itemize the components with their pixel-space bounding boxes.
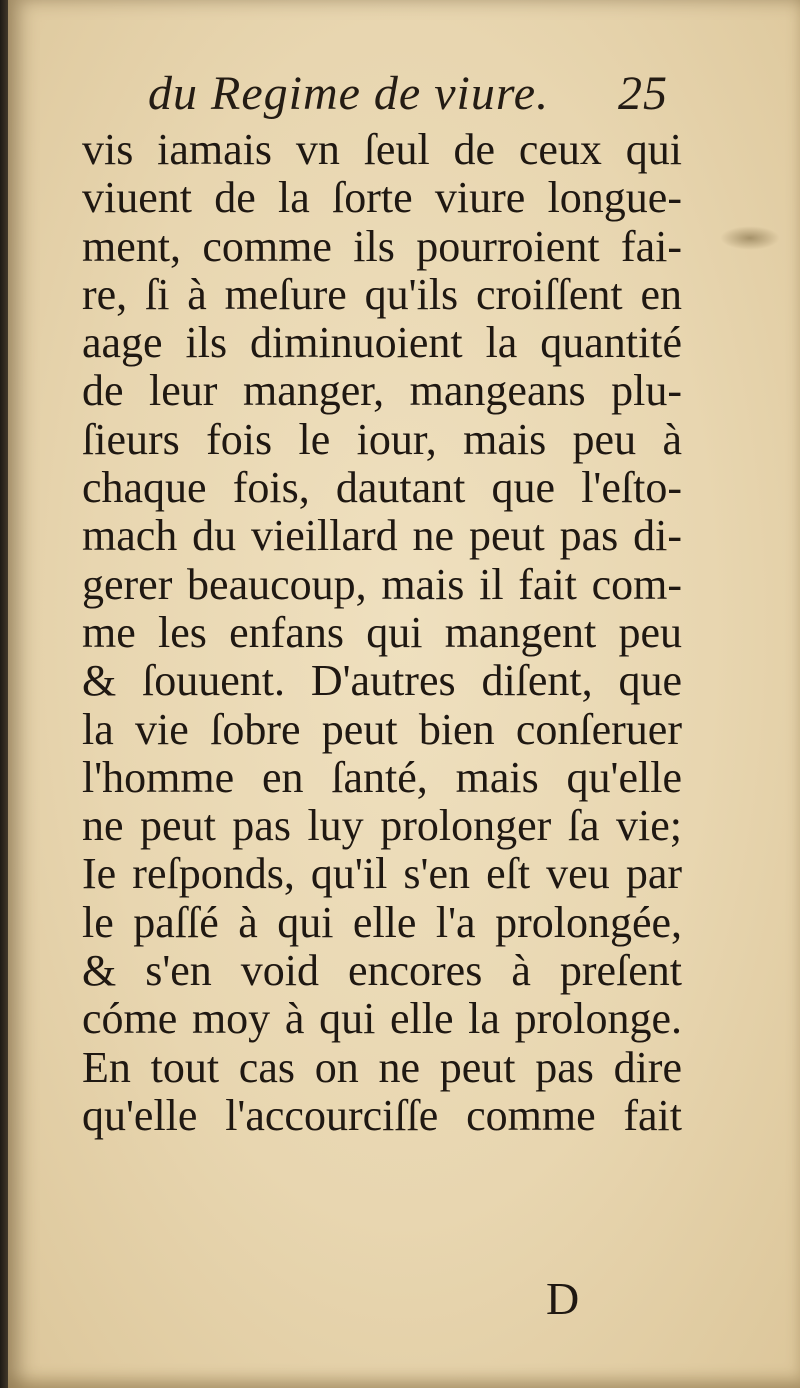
paper-stain [720,226,780,250]
running-head [148,66,668,130]
text-line: ne peut pas luy prolonger ſa vie; [82,801,682,851]
text-line: ment, comme ils pourroient fai- [82,221,682,271]
book-page [8,0,800,1388]
text-line: re, ſi à meſure qu'ils croiſſent en [82,269,682,319]
running-head-title: du Regime de viure. [148,67,550,120]
text-line: de leur manger, mangeans plu- [82,366,682,416]
body-text [82,126,682,1140]
text-line: mach du vieillard ne peut pas di- [82,511,682,561]
text-line: le paſſé à qui elle l'a prolongée, [82,897,682,947]
text-line: & s'en void encores à preſent [82,946,682,996]
text-line: chaque fois, dautant que l'eſto- [82,463,682,513]
signature-mark: D [546,1273,580,1324]
text-line: l'homme en ſanté, mais qu'elle [82,752,682,802]
text-line: gerer beaucoup, mais il fait com- [82,559,682,609]
text-line: vis iamais vn ſeul de ceux qui [82,125,682,174]
text-line: En tout cas on ne peut pas dire [82,1042,682,1092]
text-line: & ſouuent. D'autres diſent, que [82,656,682,706]
text-line: aage ils diminuoient la quantité [82,318,682,368]
text-line: viuent de la ſorte viure longue- [82,173,682,223]
text-line: la vie ſobre peut bien conſeruer [82,704,682,754]
text-line: qu'elle l'accourciſſe comme fait [82,1090,682,1140]
text-line: Ie reſponds, qu'il s'en eſt veu par [82,849,682,899]
text-line: me les enfans qui mangent peu [82,607,682,657]
text-line: cóme moy à qui elle la prolonge. [82,994,682,1044]
page-number: 25 [618,67,668,120]
text-line: ſieurs fois le iour, mais peu à [82,414,682,464]
